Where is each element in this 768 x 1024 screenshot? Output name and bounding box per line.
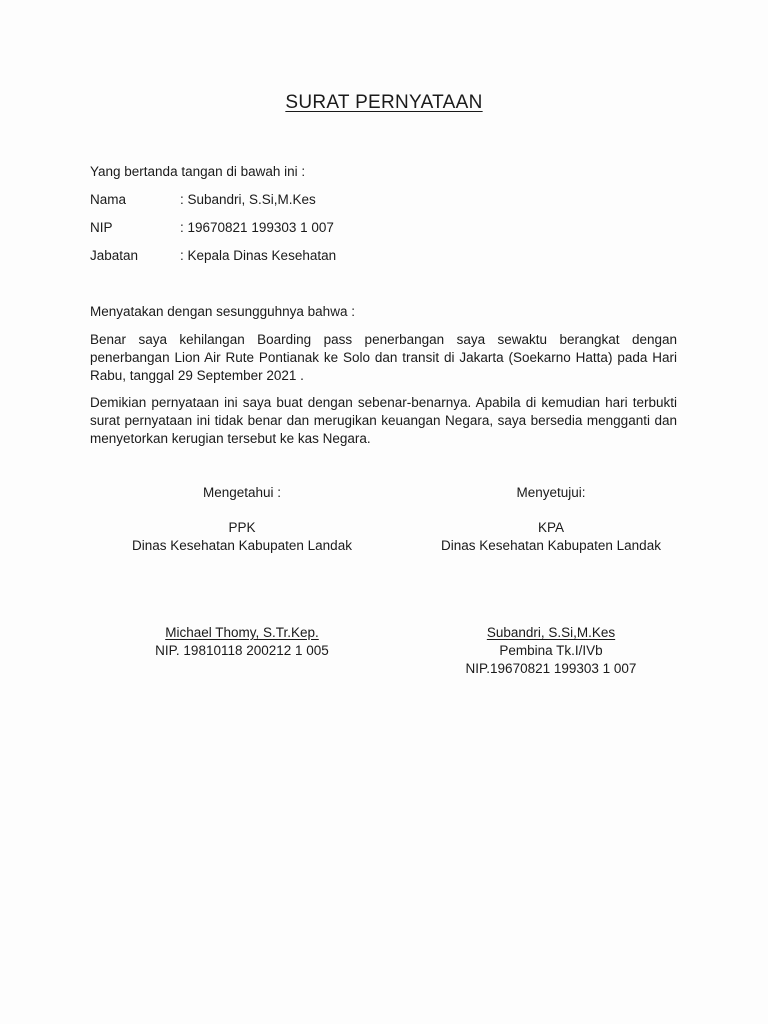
field-row-nip: [90, 220, 334, 235]
field-value-nama: : Subandri, S.Si,M.Kes: [180, 192, 316, 207]
signature-role-left: PPK: [228, 520, 256, 535]
signature-heading-left: Mengetahui :: [202, 485, 282, 500]
signatory-nip-left: NIP. 19810118 200212 1 005: [155, 643, 329, 658]
field-label-jabatan: Jabatan: [90, 248, 139, 263]
field-value-nip: : 19670821 199303 1 007: [180, 220, 334, 235]
document-title: SURAT PERNYATAAN: [285, 92, 483, 113]
statement-lead: Menyatakan dengan sesungguhnya bahwa :: [90, 304, 355, 319]
field-row-jabatan: [90, 248, 336, 263]
field-label-nama: Nama: [90, 192, 127, 207]
statement-paragraph: Benar saya kehilangan Boarding pass penerbangan saya sewaktu berangkat dengan penerbangan Lion Air Rute Pontianak ke Solo dan transit di Jakarta (Soekarno Hatta) pada Hari Rabu, tanggal 29 September 2021 .: [90, 332, 677, 383]
signatory-nip-right: NIP.19670821 199303 1 007: [465, 661, 637, 676]
intro-text: Yang bertanda tangan di bawah ini :: [90, 164, 306, 179]
field-label-nip: NIP: [90, 220, 113, 235]
signature-office-right: Dinas Kesehatan Kabupaten Landak: [441, 538, 661, 553]
field-value-jabatan: : Kepala Dinas Kesehatan: [180, 248, 337, 263]
signatory-name-right: Subandri, S.Si,M.Kes: [486, 625, 616, 640]
signature-role-right: KPA: [537, 520, 564, 535]
field-row-nama: [90, 192, 316, 207]
signature-office-left: Dinas Kesehatan Kabupaten Landak: [132, 538, 352, 553]
signatory-name-left: Michael Thomy, S.Tr.Kep.: [165, 625, 319, 640]
closing-paragraph: Demikian pernyataan ini saya buat dengan sebenar-benarnya. Apabila di kemudian hari terbukti surat pernyataan ini tidak benar dan merugikan keuangan Negara, saya bersedia mengganti dan menyetorkan kerugian tersebut ke kas Negara.: [90, 395, 677, 446]
signatory-rank-right: Pembina Tk.I/IVb: [499, 643, 603, 658]
signature-heading-right: Menyetujui:: [516, 485, 586, 500]
